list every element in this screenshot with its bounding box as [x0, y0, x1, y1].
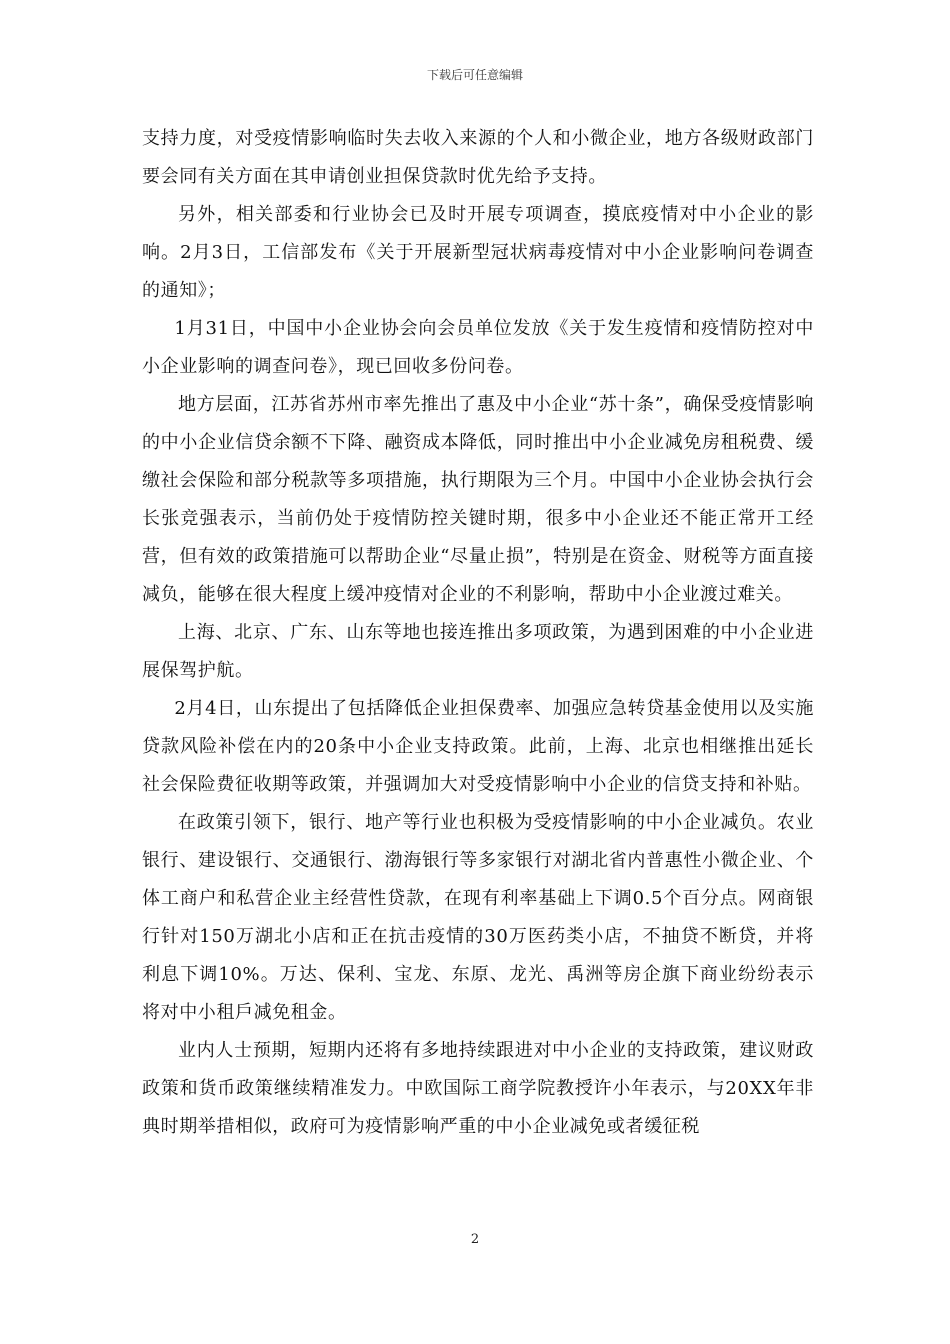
paragraph-4: 地方层面，江苏省苏州市率先推出了惠及中小企业“苏十条”，确保受疫情影响的中小企业信贷余额不下降、融资成本降低，同时推出中小企业减免房租税费、缓缴社会保险和部分税款等多项措施，执行期限为三个月。中国中小企业协会执行会长张竞强表示，当前仍处于疫情防控关键时期，很多中小企业还不能正常开工经营，但有效的政策措施可以帮助企业“尽量止损”，特别是在资金、财税等方面直接减负，能够在很大程度上缓冲疫情对企业的不利影响，帮助中小企业渡过难关。	[142, 394, 814, 605]
paragraph-5: 上海、北京、广东、山东等地也接连推出多项政策，为遇到困难的中小企业进展保驾护航。	[142, 622, 814, 681]
paragraph-1: 支持力度，对受疫情影响临时失去收入来源的个人和小微企业，地方各级财政部门要会同有关方面在其申请创业担保贷款时优先给予支持。	[142, 128, 814, 187]
paragraph-7: 在政策引领下，银行、地产等行业也积极为受疫情影响的中小企业减负。农业银行、建设银行、交通银行、渤海银行等多家银行对湖北省内普惠性小微企业、个体工商户和私营企业主经营性贷款，在现有利率基础上下调0.5个百分点。网商银行针对150万湖北小店和正在抗击疫情的30万医药类小店，不抽贷不断贷，并将利息下调10%。万达、保利、宝龙、东原、龙光、禹洲等房企旗下商业纷纷表示将对中小租戶减免租金。	[142, 812, 814, 1023]
paragraph-6: 2月4日，山东提出了包括降低企业担保费率、加强应急转贷基金使用以及实施贷款风险补偿在内的20条中小企业支持政策。此前，上海、北京也相继推出延长社会保险费征收期等政策，并强调加大对受疫情影响中小企业的信贷支持和补贴。	[142, 698, 814, 795]
paragraph-8: 业内人士预期，短期内还将有多地持续跟进对中小企业的支持政策，建议财政政策和货币政策继续精准发力。中欧国际工商学院教授许小年表示，与20XX年非典时期举措相似，政府可为疫情影响严重的中小企业减免或者缓征税	[142, 1040, 814, 1137]
paragraph-2: 另外，相关部委和行业协会已及时开展专项调查，摸底疫情对中小企业的影响。2月3日，工信部发布《关于开展新型冠状病毒疫情对中小企业影响问卷调查的通知》；	[142, 204, 814, 301]
page-header-note: 下载后可任意编辑	[426, 68, 523, 82]
paragraph-3: 1月31日，中国中小企业协会向会员单位发放《关于发生疫情和疫情防控对中小企业影响的调查问卷》，现已回收多份问卷。	[142, 318, 814, 377]
page-number: 2	[470, 1232, 480, 1247]
document-body	[142, 120, 814, 1146]
